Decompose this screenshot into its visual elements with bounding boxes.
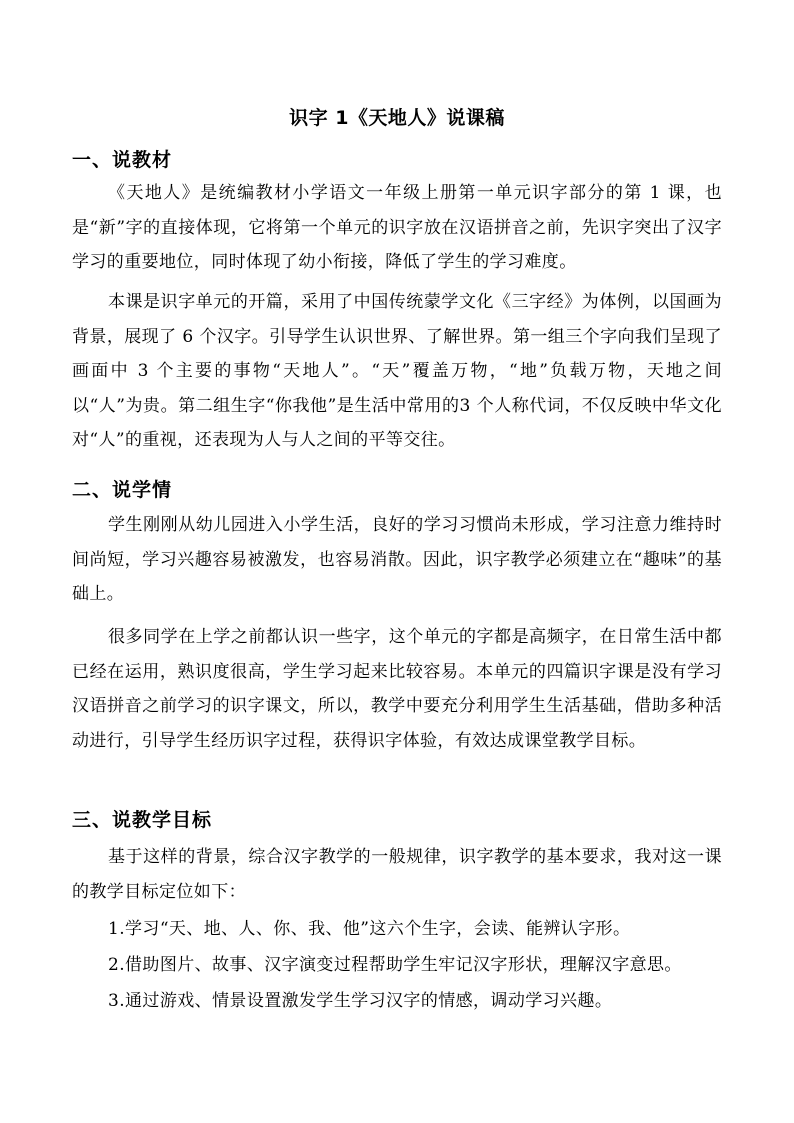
objective-item-2: 2.借助图片、故事、汉字演变过程帮助学生牢记汉字形状，理解汉字意思。 — [108, 955, 682, 975]
paragraph-students-habits: 学生刚刚从幼儿园进入小学生活，良好的学习习惯尚未形成，学习注意力维持时间尚短，学习兴趣容易被激发，也容易消散。因此，识字教学必须建立在“趣味”的基础上。 — [72, 515, 722, 604]
paragraph-textbook-intro: 《天地人》是统编教材小学语文一年级上册第一单元识字部分的第 1 课，也是“新”字的直接体现，它将第一个单元的识字放在汉语拼音之前，先识字突出了汉字学习的重要地位，同时体现了幼小衔接，降低了学生的学习难度。 — [72, 183, 722, 272]
objective-item-3: 3.通过游戏、情景设置激发学生学习汉字的情感，调动学习兴趣。 — [108, 991, 613, 1011]
paragraph-students-literacy: 很多同学在上学之前都认识一些字，这个单元的字都是高频字，在日常生活中都已经在运用，熟识度很高，学生学习起来比较容易。本单元的四篇识字课是没有学习汉语拼音之前学习的识字课文，所以，教学中要充分利用学生生活基础，借助多种活动进行，引导学生经历识字过程，获得识字体验，有效达成课堂教学目标。 — [72, 627, 722, 751]
paragraph-objectives-intro: 基于这样的背景，综合汉字教学的一般规律，识字教学的基本要求，我对这一课的教学目标定位如下： — [72, 847, 722, 902]
objective-item-1: 1.学习“天、地、人、你、我、他”这六个生字，会读、能辨认字形。 — [108, 919, 631, 939]
section-heading-objectives: 三、说教学目标 — [72, 809, 213, 831]
section-heading-textbook: 一、说教材 — [72, 149, 173, 171]
section-heading-students: 二、说学情 — [72, 479, 173, 501]
paragraph-textbook-content: 本课是识字单元的开篇，采用了中国传统蒙学文化《三字经》为体例，以国画为背景，展现了 6 个汉字。引导学生认识世界、了解世界。第一组三个字向我们呈现了画面中 3 个主要的事物“天地人”。“天”覆盖万物，“地”负载万物，天地之间以“人”为贵。第二组生字“你我他”是生活中常用的3 个人称代词，不仅反映中华文化对“人”的重视，还表现为人与人之间的平等交往。 — [72, 292, 722, 450]
document-title: 识字 1《天地人》说课稿 — [289, 107, 505, 129]
